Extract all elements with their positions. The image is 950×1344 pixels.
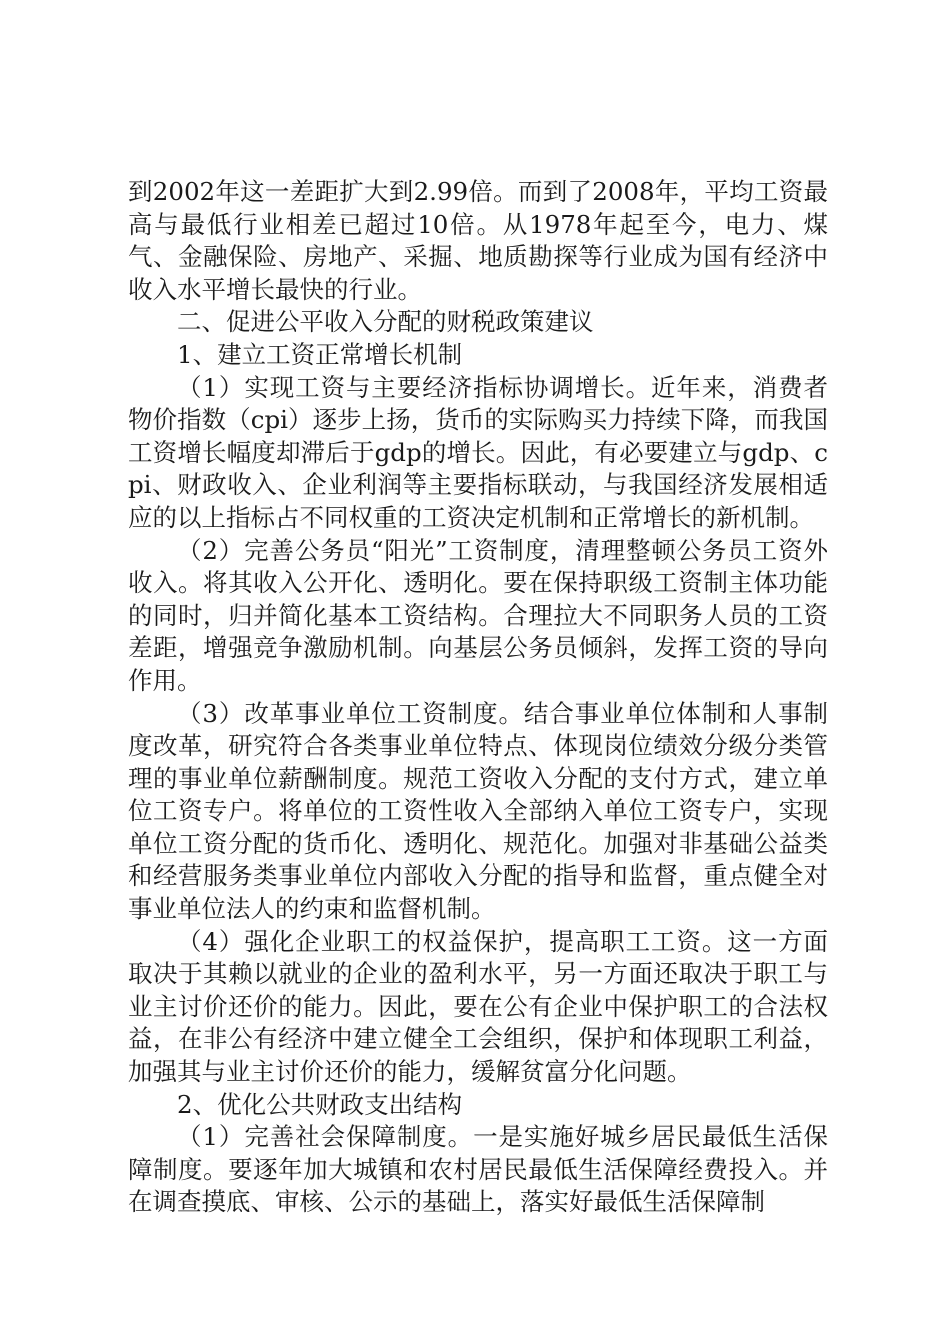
paragraph-item: （2）完善公务员“阳光”工资制度，清理整顿公务员工资外收入。将其收入公开化、透明化。要在保持职级工资制主体功能的同时，归并简化基本工资结构。合理拉大不同职务人员的工资差距，增强竞争激励机制。向基层公务员倾斜，发挥工资的导向作用。 <box>128 535 828 695</box>
subsection-heading: 2、优化公共财政支出结构 <box>177 1089 463 1119</box>
paragraph-item: （1）实现工资与主要经济指标协调增长。近年来，消费者物价指数（cpi）逐步上扬，货币的实际购买力持续下降，而我国工资增长幅度却滞后于gdp的增长。因此，有必要建立与gdp、cpi、财政收入、企业利润等主要指标联动，与我国经济发展相适应的以上指标占不同权重的工资决定机制和正常增长的新机制。 <box>128 372 828 532</box>
paragraph-continuation: 到2002年这一差距扩大到2.99倍。而到了2008年，平均工资最高与最低行业相差已超过10倍。从1978年起至今，电力、煤气、金融保险、房地产、采掘、地质勘探等行业成为国有经济中收入水平增长最快的行业。 <box>128 177 828 304</box>
section-heading: 二、促进公平收入分配的财税政策建议 <box>177 307 594 337</box>
paragraph-item: （1）完善社会保障制度。一是实施好城乡居民最低生活保障制度。要逐年加大城镇和农村居民最低生活保障经费投入。并在调查摸底、审核、公示的基础上，落实好最低生活保障制 <box>128 1122 828 1217</box>
paragraph-item: （4）强化企业职工的权益保护，提高职工工资。这一方面取决于其赖以就业的企业的盈利水平，另一方面还取决于职工与业主讨价还价的能力。因此，要在公有企业中保护职工的合法权益，在非公有经济中建立健全工会组织，保护和体现职工利益，加强其与业主讨价还价的能力，缓解贫富分化问题。 <box>128 926 828 1087</box>
paragraph-item: （3）改革事业单位工资制度。结合事业单位体制和人事制度改革，研究符合各类事业单位特点、体现岗位绩效分级分类管理的事业单位薪酬制度。规范工资收入分配的支付方式，建立单位工资专户。将单位的工资性收入全部纳入单位工资专户，实现单位工资分配的货币化、透明化、规范化。加强对非基础公益类和经营服务类事业单位内部收入分配的指导和监督，重点健全对事业单位法人的约束和监督机制。 <box>128 698 828 924</box>
document-body <box>128 176 828 1219</box>
subsection-heading: 1、建立工资正常增长机制 <box>177 339 463 369</box>
